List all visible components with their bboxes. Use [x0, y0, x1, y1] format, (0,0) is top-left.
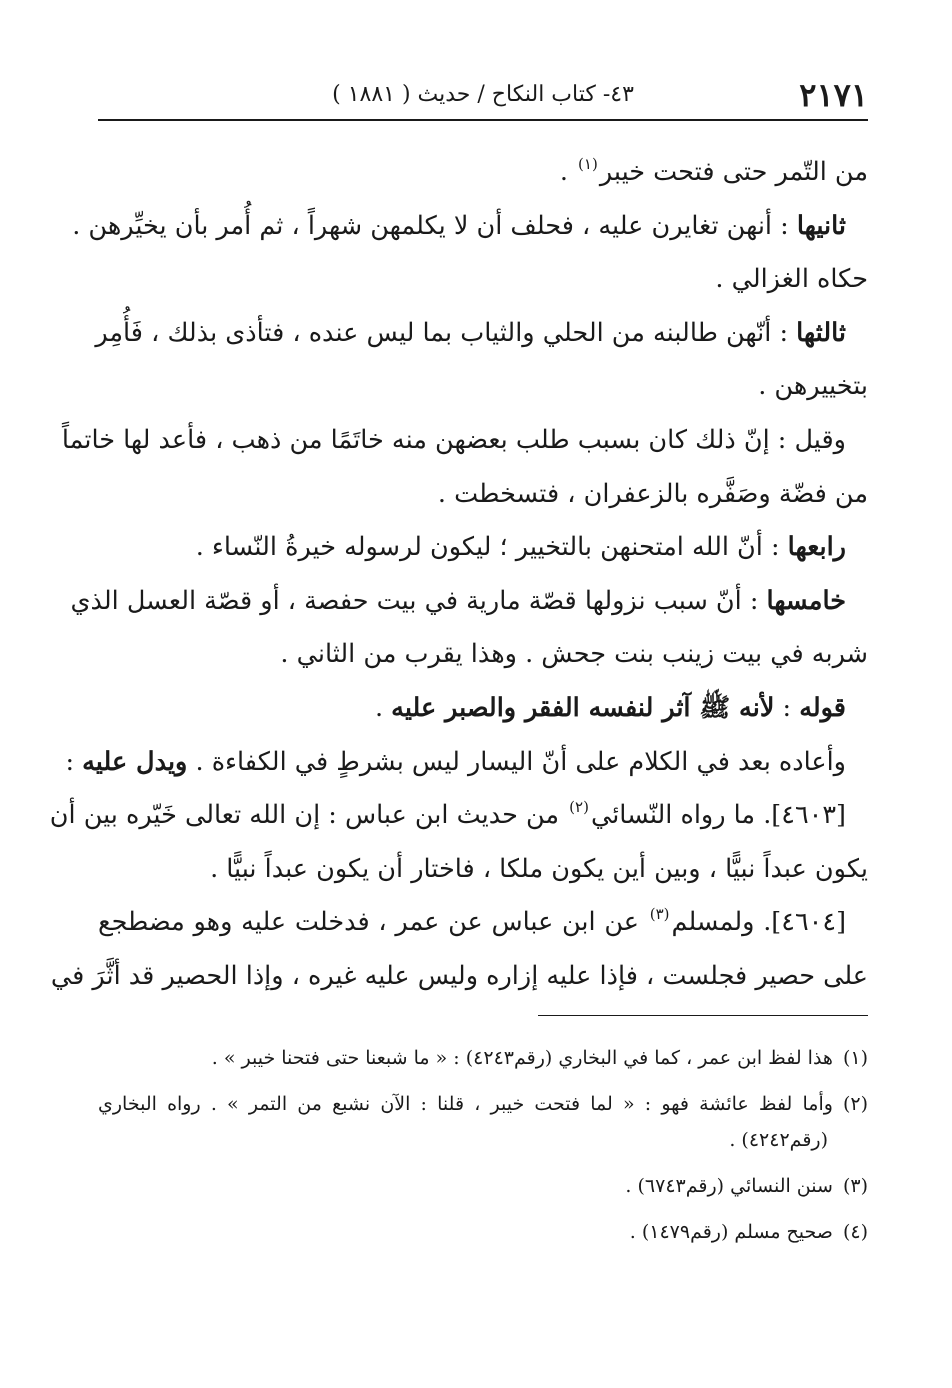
text-line: ثالثها : أنّهن طالبنه من الحلي والثياب بما ليس عنده ، فتأذى بذلك ، فَأُمِر [95, 317, 846, 348]
text-line: حكاه الغزالي . [715, 264, 868, 295]
text-line: وقيل : إنّ ذلك كان بسبب طلب بعضهن منه خاتَمًا من ذهب ، فأعد لها خاتماً [61, 424, 846, 455]
running-title: ٤٣- كتاب النكاح / حديث ( ١٨٨١ ) [332, 82, 634, 107]
footnotes [98, 1040, 868, 1250]
text-line: [٤٦٠٣]. ما رواه النّسائي$^{(٢)}$ من حديث ابن عباس : إن الله تعالى خَيّره بين أن [49, 798, 846, 831]
footnote: (١)هذا لفظ ابن عمر ، كما في البخاري (رقم٤٢٤٣) : « ما شبعنا حتى فتحنا خيبر » . [98, 1040, 868, 1076]
footnote-ref: (١) [578, 155, 598, 173]
text-line: على حصير فجلست ، فإذا عليه إزاره وليس عليه غيره ، وإذا الحصير قد أثَّرَ في [50, 960, 868, 991]
text-line: من فضّة وصَفَّره بالزعفران ، فتسخطت . [437, 478, 868, 509]
keyword: قوله [799, 692, 846, 723]
footnote-number: (٢) [842, 1093, 868, 1115]
footnote-number: (١) [842, 1047, 868, 1069]
text-line: قوله : لأنه ﷺ آثر لنفسه الفقر والصبر عليه . [374, 692, 846, 723]
footnote-continuation: (رقم٤٢٤٢) . [729, 1129, 828, 1151]
footnote-rule [538, 1015, 868, 1016]
quoted-phrase: لأنه ﷺ آثر لنفسه الفقر والصبر عليه [391, 692, 775, 723]
text-line: من التّمر حتى فتحت خيبر$^{(١)}$ . [559, 155, 868, 187]
keyword: ثالثها [796, 317, 846, 348]
footnote-ref: (٣) [649, 905, 670, 924]
text-line: [٤٦٠٤]. ولمسلم$^{(٣)}$ عن ابن عباس عن عمر ، فدخلت عليه وهو مضطجع [98, 905, 847, 938]
footnote: (٤)صحيح مسلم (رقم١٤٧٩) . [98, 1214, 868, 1250]
main-text [49, 146, 868, 1004]
text-line: يكون عبداً نبيًّا ، وبين أين يكون ملكا ، فاختار أن يكون عبداً نبيًّا . [210, 853, 868, 884]
text-line: بتخييرهن . [758, 371, 868, 402]
text-line: وأعاده بعد في الكلام على أنّ اليسار ليس بشرطٍ في الكفاءة . ويدل عليه : [65, 746, 846, 777]
keyword: رابعها [787, 532, 846, 563]
keyword: خامسها [766, 585, 846, 616]
footnote-number: (٣) [842, 1175, 868, 1197]
text-line: ثانيها : أنهن تغايرن عليه ، فحلف أن لا يكلمهن شهراً ، ثم أُمر بأن يخيِّرهن . [72, 210, 846, 241]
header-rule [98, 119, 868, 121]
keyword: ويدل عليه [82, 746, 188, 777]
page-header [98, 72, 868, 116]
footnote: (٣)سنن النسائي (رقم٦٧٤٣) . [98, 1168, 868, 1204]
footnote-ref: (٢) [569, 798, 589, 817]
footnote: (٢)وأما لفظ عائشة فهو : « لما فتحت خيبر ، قلنا : الآن نشبع من التمر » . رواه البخاري [98, 1086, 868, 1122]
footnote-number: (٤) [842, 1221, 868, 1243]
text-line: رابعها : أنّ الله امتحنهن بالتخيير ؛ ليكون لرسوله خيرةُ النّساء . [195, 532, 846, 563]
page-number: ٢١٧١ [799, 76, 868, 114]
keyword: ثانيها [796, 210, 846, 241]
text-line: شربه في بيت زينب بنت جحش . وهذا يقرب من الثاني . [280, 639, 868, 670]
text-line: خامسها : أنّ سبب نزولها قصّة مارية في بيت حفصة ، أو قصّة العسل الذي [70, 585, 846, 616]
